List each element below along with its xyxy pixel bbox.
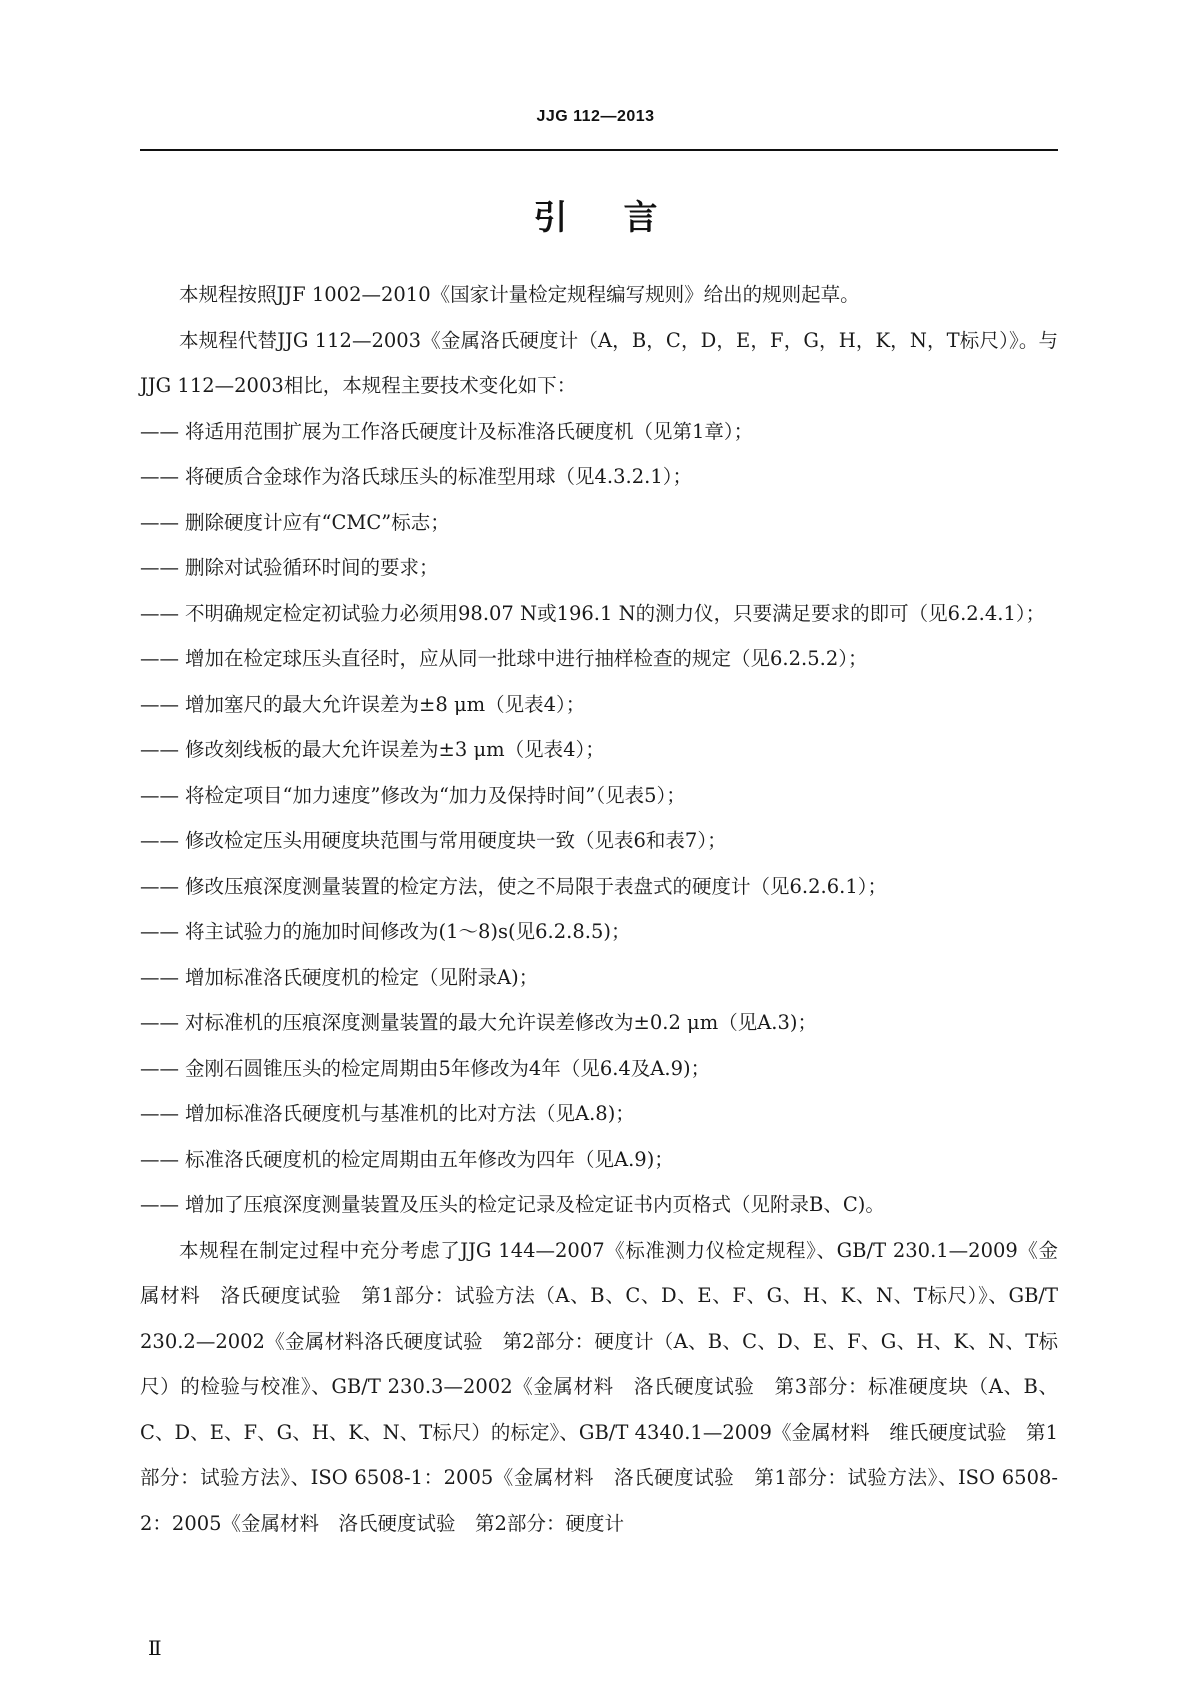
change-item-text: 将主试验力的施加时间修改为(1～8)s(见6.2.8.5)； (185, 920, 631, 943)
change-item (140, 773, 1058, 819)
change-item-text: 增加了压痕深度测量装置及压头的检定记录及检定证书内页格式（见附录B、C)。 (185, 1193, 885, 1216)
change-item-text: 将检定项目“加力速度”修改为“加力及保持时间”（见表5）； (185, 783, 686, 807)
change-item-text: 增加标准洛氏硬度机的检定（见附录A)； (185, 965, 539, 989)
change-item-text: 增加在检定球压头直径时，应从同一批球中进行抽样检查的规定（见6.2.5.2）； (185, 647, 868, 670)
change-item (140, 1046, 1058, 1092)
page-number: Ⅱ (148, 1636, 162, 1660)
change-item-text: 删除硬度计应有“CMC”标志； (185, 510, 450, 534)
dash-marker: —— (140, 419, 179, 443)
change-item (140, 1182, 1058, 1228)
change-item (140, 454, 1058, 500)
dash-marker: —— (140, 738, 179, 761)
change-item (140, 1091, 1058, 1137)
change-item (140, 1000, 1058, 1046)
change-item-text: 删除对试验循环时间的要求； (185, 556, 439, 579)
dash-marker: —— (140, 874, 179, 898)
dash-marker: —— (140, 556, 179, 579)
change-item (140, 591, 1058, 637)
change-item (140, 727, 1058, 773)
change-item (140, 545, 1058, 591)
paragraph-references: 本规程在制定过程中充分考虑了JJG 144—2007《标准测力仪检定规程》、GB/T 230.1—2009《金属材料 洛氏硬度试验 第1部分：试验方法（A、B、C、D、E、F、G、H、K、N、T标尺）》、GB/T 230.2—2002《金属材料洛氏硬度试验 第2部分：硬度计（A、B、C、D、E、F、G、H、K、N、T标尺）的检验与校准》、GB/T 230.3—2002《金属材料 洛氏硬度试验 第3部分：标准硬度块（A、B、C、D、E、F、G、H、K、N、T标尺）的标定》、GB/T 4340.1—2009《金属材料 维氏硬度试验 第1部分：试验方法》、ISO 6508-1：2005《金属材料 洛氏硬度试验 第1部分：试验方法》、ISO 6508-2：2005《金属材料 洛氏硬度试验 第2部分：硬度计 (140, 1238, 1058, 1535)
change-item (140, 955, 1058, 1001)
change-item-text: 修改压痕深度测量装置的检定方法，使之不局限于表盘式的硬度计（见6.2.6.1）； (185, 874, 887, 898)
change-item-text: 增加塞尺的最大允许误差为±8 μm（见表4）； (185, 692, 586, 716)
header-rule (140, 149, 1058, 151)
body-text (140, 272, 1058, 1546)
change-item (140, 1137, 1058, 1183)
change-item (140, 864, 1058, 910)
change-list (140, 409, 1058, 1228)
dash-marker: —— (140, 510, 179, 534)
dash-marker: —— (140, 601, 179, 625)
dash-marker: —— (140, 829, 179, 852)
change-item (140, 909, 1058, 955)
change-item-text: 金刚石圆锥压头的检定周期由5年修改为4年（见6.4及A.9)； (185, 1056, 711, 1080)
dash-marker: —— (140, 647, 179, 670)
change-item-text: 标准洛氏硬度机的检定周期由五年修改为四年（见A.9)； (185, 1147, 674, 1171)
dash-marker: —— (140, 965, 179, 989)
change-item (140, 636, 1058, 682)
dash-marker: —— (140, 1102, 179, 1125)
change-item (140, 818, 1058, 864)
dash-marker: —— (140, 692, 179, 716)
dash-marker: —— (140, 1147, 179, 1171)
change-item-text: 增加标准洛氏硬度机与基准机的比对方法（见A.8)； (185, 1102, 635, 1125)
page-title: 引言 (533, 198, 714, 238)
dash-marker: —— (140, 1011, 179, 1034)
dash-marker: —— (140, 1056, 179, 1080)
change-item (140, 500, 1058, 546)
dash-marker: —— (140, 465, 179, 488)
change-item (140, 682, 1058, 728)
change-item (140, 409, 1058, 455)
paragraph-replacement: 本规程代替JJG 112—2003《金属洛氏硬度计（A，B，C，D，E，F，G，H，K，N，T标尺）》。与JJG 112—2003相比，本规程主要技术变化如下： (140, 328, 1058, 397)
dash-marker: —— (140, 1193, 179, 1216)
dash-marker: —— (140, 920, 179, 943)
change-item-text: 将硬质合金球作为洛氏球压头的标准型用球（见4.3.2.1）； (185, 465, 692, 488)
change-item-text: 对标准机的压痕深度测量装置的最大允许误差修改为±0.2 μm（见A.3)； (185, 1011, 818, 1034)
change-item-text: 将适用范围扩展为工作洛氏硬度计及标准洛氏硬度机（见第1章）； (185, 419, 754, 443)
dash-marker: —— (140, 783, 179, 807)
change-item-text: 不明确规定检定初试验力必须用98.07 N或196.1 N的测力仪，只要满足要求的即可（见6.2.4.1）； (185, 601, 1046, 625)
change-item-text: 修改检定压头用硬度块范围与常用硬度块一致（见表6和表7）； (185, 829, 727, 852)
paragraph-drafting-basis: 本规程按照JJF 1002—2010《国家计量检定规程编写规则》给出的规则起草。 (179, 283, 860, 306)
change-item-text: 修改刻线板的最大允许误差为±3 μm（见表4）； (185, 738, 605, 761)
running-header: JJG 112—2013 (536, 108, 655, 125)
